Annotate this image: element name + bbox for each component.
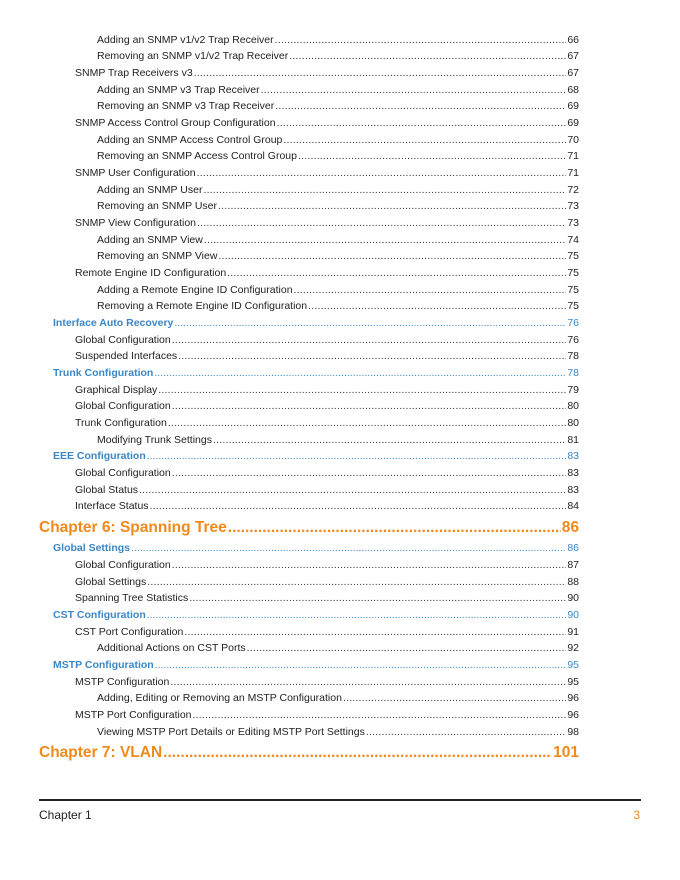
footer-page-number: 3 bbox=[633, 808, 640, 822]
toc-entry-page: 80 bbox=[567, 417, 579, 429]
toc-entry[interactable] bbox=[75, 484, 579, 496]
toc-dot-leader bbox=[178, 350, 566, 362]
toc-entry[interactable] bbox=[75, 117, 579, 129]
toc-entry-page: 90 bbox=[567, 592, 579, 604]
toc-entry-page: 80 bbox=[567, 400, 579, 412]
toc-entry-page: 90 bbox=[567, 609, 579, 621]
toc-dot-leader bbox=[275, 34, 567, 46]
toc-section-entry[interactable] bbox=[53, 659, 579, 671]
toc-entry-page: 83 bbox=[567, 467, 579, 479]
toc-entry[interactable] bbox=[97, 200, 579, 212]
toc-entry-title: Trunk Configuration bbox=[75, 417, 167, 429]
toc-entry-page: 81 bbox=[567, 434, 579, 446]
toc-entry-page: 75 bbox=[567, 250, 579, 262]
toc-entry-page: 69 bbox=[567, 117, 579, 129]
toc-entry-title: MSTP Configuration bbox=[53, 659, 154, 671]
toc-dot-leader bbox=[308, 300, 566, 312]
toc-entry-title: Remote Engine ID Configuration bbox=[75, 267, 227, 279]
toc-entry[interactable] bbox=[97, 100, 579, 112]
toc-dot-leader bbox=[174, 317, 566, 329]
toc-entry-title: Adding, Editing or Removing an MSTP Configuration bbox=[97, 692, 342, 704]
toc-entry-page: 95 bbox=[567, 659, 579, 671]
toc-entry-title: SNMP Access Control Group Configuration bbox=[75, 117, 276, 129]
toc-entry-page: 98 bbox=[567, 726, 579, 738]
toc-entry-title: EEE Configuration bbox=[53, 450, 146, 462]
toc-chapter-entry[interactable] bbox=[39, 744, 579, 762]
toc-dot-leader bbox=[168, 417, 566, 429]
toc-entry[interactable] bbox=[75, 576, 579, 588]
toc-dot-leader bbox=[184, 626, 566, 638]
toc-entry-title: Graphical Display bbox=[75, 384, 158, 396]
toc-entry[interactable] bbox=[75, 626, 579, 638]
toc-entry-page: 95 bbox=[567, 676, 579, 688]
toc-entry-page: 73 bbox=[567, 200, 579, 212]
toc-dot-leader bbox=[203, 184, 566, 196]
toc-entry[interactable] bbox=[75, 500, 579, 512]
toc-entry[interactable] bbox=[75, 384, 579, 396]
toc-entry-page: 67 bbox=[567, 50, 579, 62]
toc-entry-page: 96 bbox=[567, 709, 579, 721]
toc-dot-leader bbox=[213, 434, 566, 446]
toc-entry[interactable] bbox=[75, 559, 579, 571]
toc-entry-title: Spanning Tree Statistics bbox=[75, 592, 189, 604]
toc-chapter-entry[interactable] bbox=[39, 519, 579, 537]
toc-entry-title: Removing a Remote Engine ID Configuration bbox=[97, 300, 308, 312]
toc-entry[interactable] bbox=[97, 150, 579, 162]
toc-entry-title: CST Configuration bbox=[53, 609, 146, 621]
toc-dot-leader bbox=[172, 334, 567, 346]
toc-entry-title: Removing an SNMP User bbox=[97, 200, 218, 212]
toc-entry[interactable] bbox=[75, 592, 579, 604]
toc-entry-title: Global Configuration bbox=[75, 467, 171, 479]
toc-entry-title: Global Configuration bbox=[75, 559, 171, 571]
toc-entry[interactable] bbox=[97, 250, 579, 262]
toc-entry-page: 71 bbox=[567, 167, 579, 179]
toc-entry-page: 73 bbox=[567, 217, 579, 229]
toc-entry[interactable] bbox=[75, 400, 579, 412]
toc-entry[interactable] bbox=[75, 167, 579, 179]
toc-entry-title: MSTP Port Configuration bbox=[75, 709, 192, 721]
toc-entry-title: Removing an SNMP v1/v2 Trap Receiver bbox=[97, 50, 289, 62]
toc-entry[interactable] bbox=[97, 300, 579, 312]
toc-dot-leader bbox=[218, 250, 566, 262]
toc-entry-title: Global Configuration bbox=[75, 334, 171, 346]
toc-dot-leader bbox=[147, 576, 566, 588]
toc-entry-page: 101 bbox=[553, 744, 579, 761]
toc-entry-title: SNMP Trap Receivers v3 bbox=[75, 67, 193, 79]
toc-section-entry[interactable] bbox=[53, 367, 579, 379]
toc-entry-title: Interface Auto Recovery bbox=[53, 317, 174, 329]
toc-entry-page: 79 bbox=[567, 384, 579, 396]
toc-dot-leader bbox=[147, 450, 567, 462]
toc-entry-page: 83 bbox=[567, 484, 579, 496]
toc-dot-leader bbox=[170, 676, 566, 688]
toc-entry-page: 78 bbox=[567, 350, 579, 362]
toc-entry[interactable] bbox=[97, 34, 579, 46]
toc-entry-page: 83 bbox=[567, 450, 579, 462]
toc-entry-page: 86 bbox=[561, 519, 579, 536]
toc-entry-title: Suspended Interfaces bbox=[75, 350, 178, 362]
toc-entry-page: 76 bbox=[567, 317, 579, 329]
toc-dot-leader bbox=[294, 284, 567, 296]
toc-dot-leader bbox=[154, 367, 566, 379]
toc-entry[interactable] bbox=[75, 267, 579, 279]
toc-entry-page: 87 bbox=[567, 559, 579, 571]
toc-entry-title: Adding an SNMP v3 Trap Receiver bbox=[97, 84, 260, 96]
toc-entry-page: 84 bbox=[567, 500, 579, 512]
toc-dot-leader bbox=[172, 467, 567, 479]
toc-dot-leader bbox=[172, 559, 567, 571]
toc-entry-title: Viewing MSTP Port Details or Editing MSTP Port Settings bbox=[97, 726, 365, 738]
toc-entry-title: Global Configuration bbox=[75, 400, 171, 412]
toc-entry-page: 72 bbox=[567, 184, 579, 196]
toc-entry[interactable] bbox=[97, 692, 579, 704]
toc-entry-page: 75 bbox=[567, 300, 579, 312]
footer-chapter-label: Chapter 1 bbox=[39, 808, 92, 822]
toc-dot-leader bbox=[194, 67, 567, 79]
toc-dot-leader bbox=[228, 519, 561, 537]
toc-entry[interactable] bbox=[75, 417, 579, 429]
toc-entry-title: Adding a Remote Engine ID Configuration bbox=[97, 284, 293, 296]
toc-dot-leader bbox=[283, 134, 566, 146]
toc-dot-leader bbox=[193, 709, 567, 721]
toc-entry[interactable] bbox=[97, 50, 579, 62]
toc-entry[interactable] bbox=[75, 334, 579, 346]
toc-entry[interactable] bbox=[97, 234, 579, 246]
toc-entry-title: SNMP View Configuration bbox=[75, 217, 197, 229]
toc-dot-leader bbox=[197, 167, 567, 179]
toc-section-entry[interactable] bbox=[53, 609, 579, 621]
toc-dot-leader bbox=[204, 234, 566, 246]
toc-entry[interactable] bbox=[97, 84, 579, 96]
toc-entry-page: 88 bbox=[567, 576, 579, 588]
toc-entry-title: Interface Status bbox=[75, 500, 149, 512]
toc-dot-leader bbox=[366, 726, 566, 738]
toc-entry-page: 74 bbox=[567, 234, 579, 246]
footer-divider bbox=[39, 799, 641, 801]
toc-dot-leader bbox=[139, 484, 566, 496]
toc-entry-title: Adding an SNMP User bbox=[97, 184, 203, 196]
toc-dot-leader bbox=[158, 384, 566, 396]
toc-entry-title: Modifying Trunk Settings bbox=[97, 434, 212, 446]
toc-section-entry[interactable] bbox=[53, 542, 579, 554]
toc-dot-leader bbox=[197, 217, 566, 229]
toc-dot-leader bbox=[261, 84, 567, 96]
toc-entry-page: 75 bbox=[567, 284, 579, 296]
toc-entry-page: 67 bbox=[567, 67, 579, 79]
toc-entry[interactable] bbox=[75, 217, 579, 229]
toc-section-entry[interactable] bbox=[53, 450, 579, 462]
toc-dot-leader bbox=[172, 400, 567, 412]
toc-dot-leader bbox=[247, 642, 567, 654]
toc-entry-title: Removing an SNMP Access Control Group bbox=[97, 150, 297, 162]
toc-entry-page: 96 bbox=[567, 692, 579, 704]
toc-entry[interactable] bbox=[97, 134, 579, 146]
toc-dot-leader bbox=[277, 117, 567, 129]
toc-dot-leader bbox=[131, 542, 566, 554]
toc-entry-title: Additional Actions on CST Ports bbox=[97, 642, 246, 654]
toc-entry-page: 66 bbox=[567, 34, 579, 46]
toc-entry[interactable] bbox=[97, 726, 579, 738]
toc-entry-title: Adding an SNMP Access Control Group bbox=[97, 134, 283, 146]
toc-entry-page: 71 bbox=[567, 150, 579, 162]
toc-dot-leader bbox=[147, 609, 567, 621]
toc-entry-title: Global Status bbox=[75, 484, 139, 496]
toc-entry-title: Global Settings bbox=[53, 542, 131, 554]
toc-entry-page: 75 bbox=[567, 267, 579, 279]
toc-section-entry[interactable] bbox=[53, 317, 579, 329]
toc-dot-leader bbox=[218, 200, 566, 212]
toc-entry-title: Removing an SNMP v3 Trap Receiver bbox=[97, 100, 275, 112]
toc-entry-page: 86 bbox=[567, 542, 579, 554]
toc-dot-leader bbox=[150, 500, 567, 512]
toc-entry[interactable] bbox=[75, 467, 579, 479]
toc-entry[interactable] bbox=[97, 284, 579, 296]
toc-entry-title: Adding an SNMP View bbox=[97, 234, 203, 246]
toc-entry-page: 76 bbox=[567, 334, 579, 346]
toc-entry-title: Chapter 6: Spanning Tree bbox=[39, 519, 227, 536]
toc-entry-page: 91 bbox=[567, 626, 579, 638]
toc-entry[interactable] bbox=[97, 642, 579, 654]
toc-dot-leader bbox=[289, 50, 566, 62]
toc-dot-leader bbox=[155, 659, 567, 671]
toc-dot-leader bbox=[298, 150, 566, 162]
toc-entry[interactable] bbox=[75, 709, 579, 721]
toc-dot-leader bbox=[189, 592, 566, 604]
toc-entry-page: 78 bbox=[567, 367, 579, 379]
toc-entry-title: Adding an SNMP v1/v2 Trap Receiver bbox=[97, 34, 274, 46]
toc-entry-page: 70 bbox=[567, 134, 579, 146]
toc-entry[interactable] bbox=[75, 676, 579, 688]
toc-entry-title: Global Settings bbox=[75, 576, 147, 588]
toc-entry-title: CST Port Configuration bbox=[75, 626, 184, 638]
toc-dot-leader bbox=[227, 267, 566, 279]
toc-entry-title: MSTP Configuration bbox=[75, 676, 170, 688]
toc-entry-title: Chapter 7: VLAN bbox=[39, 744, 163, 761]
toc-entry-title: Removing an SNMP View bbox=[97, 250, 218, 262]
toc-entry-page: 68 bbox=[567, 84, 579, 96]
toc-entry[interactable] bbox=[75, 67, 579, 79]
toc-entry-title: Trunk Configuration bbox=[53, 367, 154, 379]
toc-entry[interactable] bbox=[75, 350, 579, 362]
toc-entry-title: SNMP User Configuration bbox=[75, 167, 196, 179]
toc-dot-leader bbox=[163, 744, 552, 762]
toc-entry[interactable] bbox=[97, 434, 579, 446]
toc-entry[interactable] bbox=[97, 184, 579, 196]
toc-entry-page: 92 bbox=[567, 642, 579, 654]
toc-dot-leader bbox=[275, 100, 566, 112]
toc-dot-leader bbox=[343, 692, 566, 704]
toc-entry-page: 69 bbox=[567, 100, 579, 112]
